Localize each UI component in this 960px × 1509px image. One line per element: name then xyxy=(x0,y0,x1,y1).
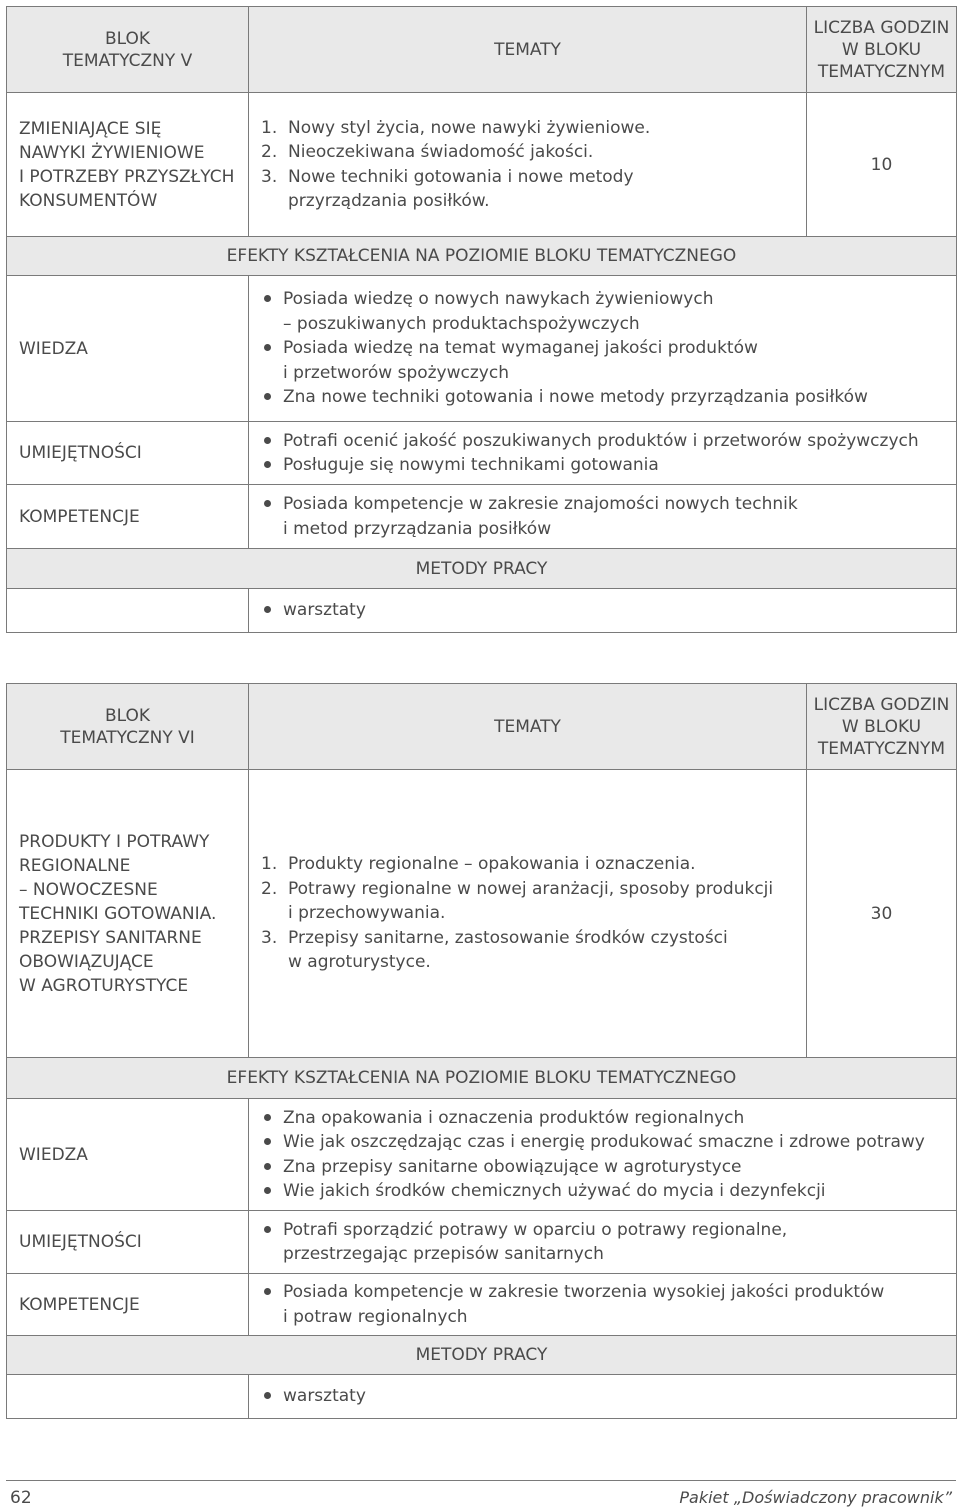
block-name: PRODUKTY I POTRAWY REGIONALNE – NOWOCZESNE TECHNIKI GOTOWANIA. PRZEPISY SANITARNE OBOWIĄZUJĄCE W AGROTURYSTYCE xyxy=(7,770,249,1058)
topics-cell xyxy=(249,770,807,1058)
header-topics: TEMATY xyxy=(249,7,807,93)
umiejetnosci-label: UMIEJĘTNOŚCI xyxy=(7,422,249,485)
topics-list xyxy=(249,116,806,214)
publication-name: Pakiet „Doświadczony pracownik” xyxy=(679,1488,952,1507)
list-item: Potrafi sporządzić potrawy w oparciu o potrawy regionalne, przestrzegając przepisów sanitarnych xyxy=(261,1218,956,1267)
wiedza-label: WIEDZA xyxy=(7,276,249,422)
header-hours: LICZBA GODZIN W BLOKU TEMATYCZNYM xyxy=(807,684,957,770)
kompetencje-label: KOMPETENCJE xyxy=(7,1274,249,1336)
effects-title: EFEKTY KSZTAŁCENIA NA POZIOMIE BLOKU TEMATYCZNEGO xyxy=(7,237,957,276)
list-item: warsztaty xyxy=(261,1384,956,1409)
list-item: 2. Potrawy regionalne w nowej aranżacji, sposoby produkcji i przechowywania. xyxy=(261,878,774,924)
umiejetnosci-label: UMIEJĘTNOŚCI xyxy=(7,1211,249,1274)
block-table-5 xyxy=(6,6,957,633)
list-item: Wie jakich środków chemicznych używać do mycia i dezynfekcji xyxy=(261,1179,956,1204)
block-name: ZMIENIAJĄCE SIĘ NAWYKI ŻYWIENIOWE I POTRZEBY PRZYSZŁYCH KONSUMENTÓW xyxy=(7,93,249,237)
list-item: Posiada kompetencje w zakresie tworzenia wysokiej jakości produktów i potraw regionalnych xyxy=(261,1280,956,1329)
list-item: Posiada kompetencje w zakresie znajomości nowych technik i metod przyrządzania posiłków xyxy=(261,492,956,541)
header-topics: TEMATY xyxy=(249,684,807,770)
methods-cell xyxy=(249,589,957,633)
block-table-6 xyxy=(6,683,957,1419)
list-item: 2. Nieoczekiwana świadomość jakości. xyxy=(261,142,594,162)
methods-cell xyxy=(249,1375,957,1419)
wiedza-cell xyxy=(249,1099,957,1211)
list-item: Zna nowe techniki gotowania i nowe metody przyrządzania posiłków xyxy=(261,385,956,410)
list-item: Potrafi ocenić jakość poszukiwanych produktów i przetworów spożywczych xyxy=(261,429,956,454)
wiedza-cell xyxy=(249,276,957,422)
list-item: Zna przepisy sanitarne obowiązujące w agroturystyce xyxy=(261,1155,956,1180)
kompetencje-cell xyxy=(249,1274,957,1336)
umiejetnosci-cell xyxy=(249,1211,957,1274)
wiedza-label: WIEDZA xyxy=(7,1099,249,1211)
list-item: Zna opakowania i oznaczenia produktów regionalnych xyxy=(261,1106,956,1131)
list-item: 3. Przepisy sanitarne, zastosowanie środków czystości w agroturystyce. xyxy=(261,927,728,973)
effects-title: EFEKTY KSZTAŁCENIA NA POZIOMIE BLOKU TEMATYCZNEGO xyxy=(7,1058,957,1099)
topics-list xyxy=(249,852,806,975)
list-item: Posiada wiedzę na temat wymaganej jakości produktów i przetworów spożywczych xyxy=(261,336,956,385)
list-item: Wie jak oszczędzając czas i energię produkować smaczne i zdrowe potrawy xyxy=(261,1130,956,1155)
methods-title: METODY PRACY xyxy=(7,549,957,589)
methods-title: METODY PRACY xyxy=(7,1336,957,1375)
kompetencje-cell xyxy=(249,485,957,549)
list-item: Posługuje się nowymi technikami gotowania xyxy=(261,453,956,478)
topics-cell xyxy=(249,93,807,237)
hours-value: 10 xyxy=(807,93,957,237)
list-item: 3. Nowe techniki gotowania i nowe metody przyrządzania posiłków. xyxy=(261,166,634,211)
header-block: BLOK TEMATYCZNY V xyxy=(7,7,249,93)
list-item: 1. Produkty regionalne – opakowania i oznaczenia. xyxy=(261,854,696,875)
kompetencje-label: KOMPETENCJE xyxy=(7,485,249,549)
list-item: Posiada wiedzę o nowych nawykach żywieniowych – poszukiwanych produktachspożywczych xyxy=(261,287,956,336)
list-item: warsztaty xyxy=(261,598,956,623)
methods-empty-cell xyxy=(7,1375,249,1419)
umiejetnosci-cell xyxy=(249,422,957,485)
footer-divider xyxy=(6,1480,956,1481)
header-block: BLOK TEMATYCZNY VI xyxy=(7,684,249,770)
page-number: 62 xyxy=(10,1488,32,1508)
hours-value: 30 xyxy=(807,770,957,1058)
methods-empty-cell xyxy=(7,589,249,633)
list-item: 1. Nowy styl życia, nowe nawyki żywieniowe. xyxy=(261,117,651,138)
header-hours: LICZBA GODZIN W BLOKU TEMATYCZNYM xyxy=(807,7,957,93)
